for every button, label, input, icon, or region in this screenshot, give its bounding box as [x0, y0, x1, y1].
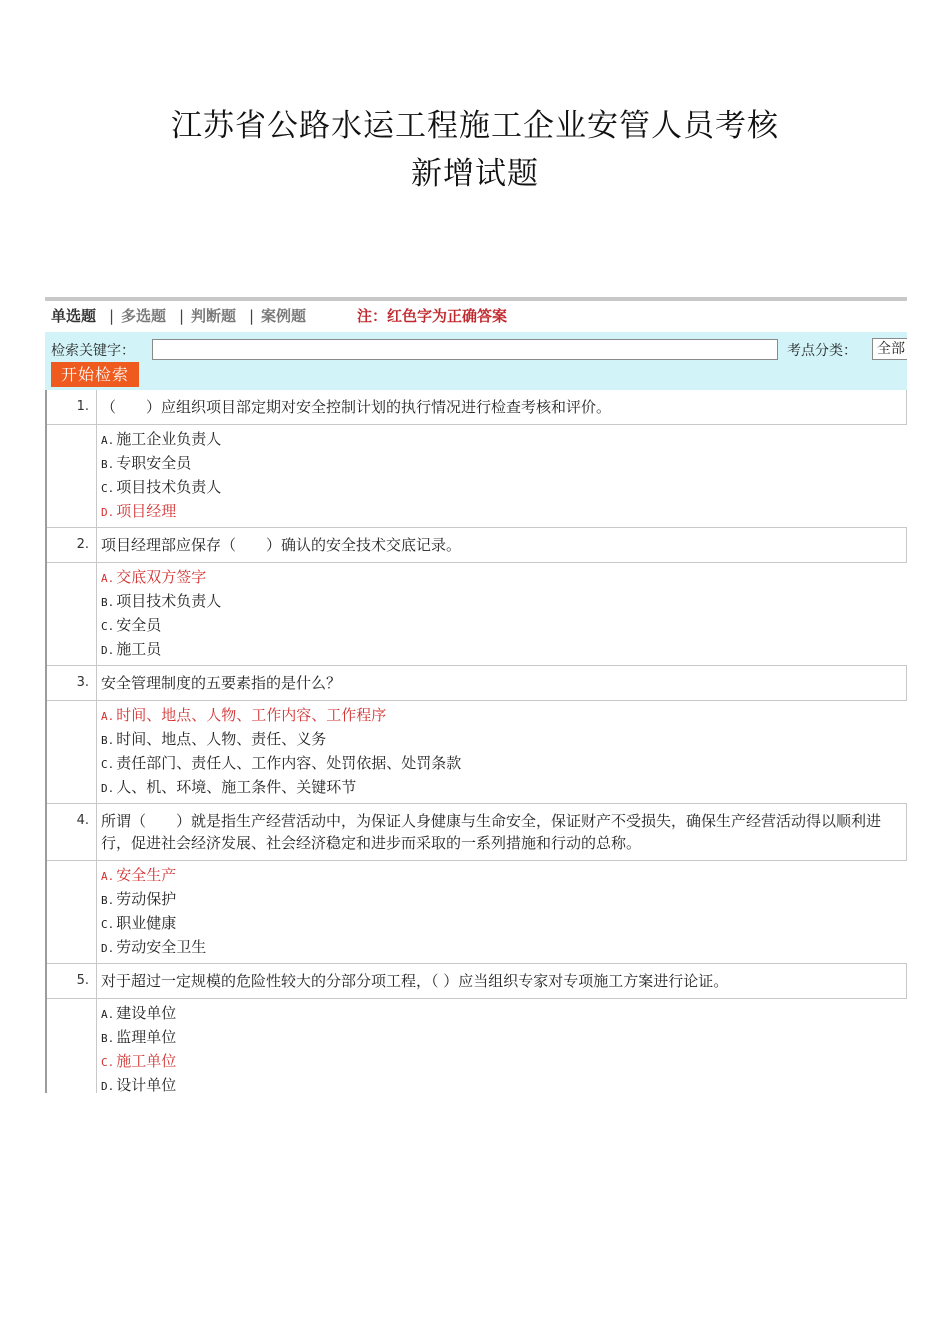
tab-separator: | [179, 307, 185, 325]
option-text: 项目技术负责人 [116, 478, 222, 496]
option-letter: C. [101, 758, 115, 771]
option-letter: A. [101, 1008, 115, 1021]
question-text: 项目经理部应保存（ ）确认的安全技术交底记录。 [96, 528, 907, 562]
answer-option [101, 1074, 907, 1093]
option-text: 施工企业负责人 [116, 430, 222, 448]
option-text: 项目技术负责人 [116, 592, 222, 610]
option-letter: C. [101, 1056, 115, 1069]
option-letter: B. [101, 458, 115, 471]
option-text: 人、机、环境、施工条件、关键环节 [116, 778, 357, 796]
option-letter: A. [101, 870, 115, 883]
option-letter: D. [101, 506, 115, 519]
correct-option [101, 704, 907, 728]
question-item [45, 804, 907, 964]
answer-option [101, 452, 907, 476]
option-letter: D. [101, 644, 115, 657]
question-item [45, 390, 907, 528]
answer-option [101, 776, 907, 800]
option-text: 项目经理 [116, 502, 177, 520]
option-text: 时间、地点、人物、责任、义务 [116, 730, 327, 748]
option-text: 监理单位 [116, 1028, 177, 1046]
options-row [47, 861, 907, 964]
answer-option [101, 476, 907, 500]
options-list [96, 701, 907, 803]
correct-option [101, 566, 907, 590]
search-panel [45, 332, 907, 390]
search-keyword-input[interactable] [152, 339, 778, 360]
option-letter: D. [101, 1080, 115, 1093]
option-letter: A. [101, 572, 115, 585]
question-number: 5. [76, 973, 89, 988]
answer-option [101, 614, 907, 638]
options-row [47, 999, 907, 1093]
answer-option [101, 936, 907, 960]
question-type-tabs [45, 297, 907, 336]
correct-option [101, 864, 907, 888]
option-text: 时间、地点、人物、工作内容、工作程序 [116, 706, 387, 724]
tab-true-false[interactable]: 判断题 [191, 307, 237, 325]
answer-option [101, 912, 907, 936]
tab-separator: | [109, 307, 115, 325]
question-item [45, 666, 907, 804]
answer-option [101, 752, 907, 776]
answer-option [101, 590, 907, 614]
option-letter: C. [101, 482, 115, 495]
question-number: 3. [76, 675, 89, 690]
category-label: 考点分类： [787, 343, 857, 359]
option-letter: B. [101, 734, 115, 747]
option-letter: C. [101, 918, 115, 931]
correct-answer-note: 注：红色字为正确答案 [357, 307, 508, 325]
document-title: 江苏省公路水运工程施工企业安管人员考核 [171, 108, 779, 144]
question-text: （ ）应组织项目部定期对安全控制计划的执行情况进行检查考核和评价。 [96, 390, 907, 424]
question-row [47, 390, 907, 425]
question-row [47, 804, 907, 861]
question-list [45, 390, 907, 1093]
correct-option [101, 1050, 907, 1074]
question-number: 1. [76, 399, 89, 414]
option-text: 施工单位 [116, 1052, 177, 1070]
category-select[interactable]: 全部 [872, 338, 907, 360]
question-item [45, 964, 907, 1093]
question-item [45, 528, 907, 666]
option-letter: C. [101, 620, 115, 633]
option-text: 劳动保护 [116, 890, 177, 908]
start-search-button[interactable]: 开始检索 [51, 362, 139, 387]
option-text: 职业健康 [116, 914, 177, 932]
option-letter: B. [101, 1032, 115, 1045]
options-list [96, 861, 907, 963]
document-subtitle: 新增试题 [411, 156, 539, 192]
answer-option [101, 728, 907, 752]
option-text: 施工员 [116, 640, 162, 658]
answer-option [101, 1002, 907, 1026]
option-letter: D. [101, 782, 115, 795]
question-number: 4. [76, 813, 89, 828]
options-row [47, 701, 907, 804]
option-text: 交底双方签字 [116, 568, 207, 586]
answer-option [101, 428, 907, 452]
options-row [47, 425, 907, 528]
option-letter: A. [101, 710, 115, 723]
answer-option [101, 638, 907, 662]
option-text: 设计单位 [116, 1076, 177, 1093]
question-text: 所谓（ ）就是指生产经营活动中，为保证人身健康与生命安全，保证财产不受损失，确保生产经营活动得以顺利进行，促进社会经济发展、社会经济稳定和进步而采取的一系列措施和行动的总称。 [96, 804, 907, 860]
option-text: 建设单位 [116, 1004, 177, 1022]
option-letter: B. [101, 894, 115, 907]
option-text: 劳动安全卫生 [116, 938, 207, 956]
option-text: 安全员 [116, 616, 162, 634]
question-row [47, 964, 907, 999]
option-text: 责任部门、责任人、工作内容、处罚依据、处罚条款 [116, 754, 462, 772]
tab-case-study[interactable]: 案例题 [261, 307, 307, 325]
question-text: 对于超过一定规模的危险性较大的分部分项工程，（ ）应当组织专家对专项施工方案进行论证。 [96, 964, 907, 998]
question-row [47, 528, 907, 563]
question-number: 2. [76, 537, 89, 552]
question-row [47, 666, 907, 701]
question-bank-screenshot [45, 297, 907, 1093]
correct-option [101, 500, 907, 524]
question-text: 安全管理制度的五要素指的是什么？ [96, 666, 907, 700]
options-list [96, 425, 907, 527]
option-letter: A. [101, 434, 115, 447]
search-keyword-label: 检索关键字： [51, 343, 135, 359]
option-letter: B. [101, 596, 115, 609]
answer-option [101, 1026, 907, 1050]
option-text: 专职安全员 [116, 454, 192, 472]
options-list [96, 999, 907, 1093]
options-list [96, 563, 907, 665]
answer-option [101, 888, 907, 912]
tab-multiple-choice[interactable]: 多选题 [121, 307, 167, 325]
options-row [47, 563, 907, 666]
tab-separator: | [249, 307, 255, 325]
option-letter: D. [101, 942, 115, 955]
tab-single-choice[interactable]: 单选题 [51, 307, 97, 325]
option-text: 安全生产 [116, 866, 177, 884]
